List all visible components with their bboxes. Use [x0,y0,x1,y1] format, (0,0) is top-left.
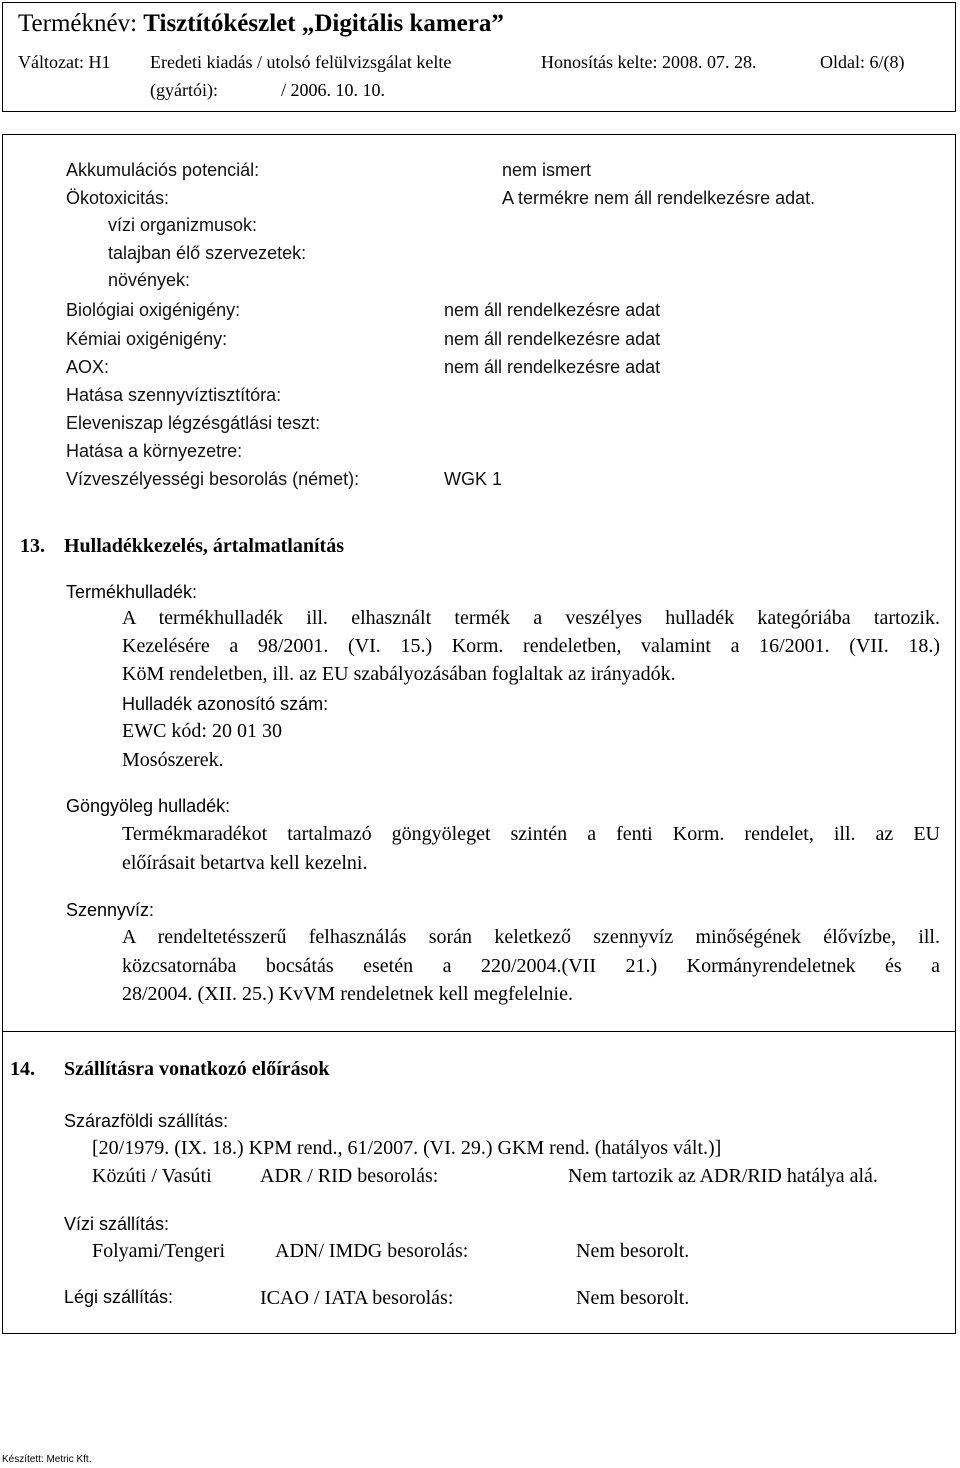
section-13-title: Hulladékkezelés, ártalmatlanítás [64,535,344,557]
wastewater-label: Szennyvíz: [66,900,155,920]
packaging-waste-line: Termékmaradékot tartalmazó göngyöleget szintén a fenti Korm. rendelet, ill. az EU [122,823,940,845]
air-transport-label: Légi szállítás: [64,1287,174,1307]
eco-label: Akkumulációs potenciál: [66,160,260,180]
product-waste-line: A termékhulladék ill. elhasznált termék a veszélyes hulladék kategóriába tartozik. [122,607,940,629]
road-rail-label: Közúti / Vasúti [92,1165,212,1187]
eco-label: Kémiai oxigénigény: [66,329,228,349]
version-label: Változat: H1 [18,52,111,72]
issue-date-label-cont: (gyártói): [150,80,218,100]
packaging-waste-line: előírásait betartva kell kezelni. [122,852,368,874]
section-divider [2,1031,956,1032]
eco-label: AOX: [66,357,110,377]
wastewater-line: 28/2004. (XII. 25.) KvVM rendeletnek kell megfelelnie. [122,983,573,1005]
product-waste-line: Kezelésére a 98/2001. (VI. 15.) Korm. rendeletben, valamint a 16/2001. (VII. 18.) [122,635,940,657]
product-waste-label: Termékhulladék: [66,582,198,602]
ewc-code: EWC kód: 20 01 30 [122,720,282,742]
wastewater-line: közcsatornába bocsátás esetén a 220/2004.(VII 21.) Kormányrendeletnek és a [122,955,940,977]
icao-iata-value: Nem besorolt. [576,1287,690,1309]
eco-value: WGK 1 [444,469,503,489]
eco-label: Hatása szennyvíztisztítóra: [66,385,282,405]
eco-label: Biológiai oxigénigény: [66,300,241,320]
adn-imdg-label: ADN/ IMDG besorolás: [275,1240,469,1262]
water-transport-type: Folyami/Tengeri [92,1240,226,1262]
wastewater-line: A rendeltetésszerű felhasználás során keletkező szennyvíz minőségének élővízbe, ill. [122,926,940,948]
ewc-description: Mosószerek. [122,749,224,771]
eco-sublabel: növények: [108,270,191,290]
section-14-title: Szállításra vonatkozó előírások [64,1058,330,1080]
water-transport-label: Vízi szállítás: [64,1214,170,1234]
eco-label: Vízveszélyességi besorolás (német): [66,469,360,489]
eco-sublabel: talajban élő szervezetek: [108,243,307,263]
footer-prepared-by: Készített: Metric Kft. [2,1454,92,1465]
product-name: Tisztítókészlet „Digitális kamera” [143,10,504,37]
land-transport-regulations: [20/1979. (IX. 18.) KPM rend., 61/2007. (VI. 29.) GKM rend. (hatályos vált.)] [92,1137,722,1159]
eco-value: nem áll rendelkezésre adat [444,357,661,377]
adr-rid-label: ADR / RID besorolás: [260,1165,439,1187]
validation-date: Honosítás kelte: 2008. 07. 28. [541,52,757,72]
eco-sublabel: vízi organizmusok: [108,215,258,235]
eco-label: Hatása a környezetre: [66,441,243,461]
land-transport-label: Szárazföldi szállítás: [64,1111,229,1131]
adr-rid-value: Nem tartozik az ADR/RID hatálya alá. [568,1165,878,1187]
product-waste-line: KöM rendeletben, ill. az EU szabályozásában foglaltak az irányadók. [122,663,676,685]
packaging-waste-label: Göngyöleg hulladék: [66,796,231,816]
eco-label: Ökotoxicitás: [66,188,170,208]
title-prefix: Terméknév: [18,10,138,37]
eco-value: nem áll rendelkezésre adat [444,300,661,320]
icao-iata-label: ICAO / IATA besorolás: [260,1287,454,1309]
section-13-number: 13. [20,535,45,557]
issue-date: / 2006. 10. 10. [281,80,386,100]
issue-date-label: Eredeti kiadás / utolsó felülvizsgálat kelte [150,52,452,72]
eco-value: nem ismert [502,160,592,180]
adn-imdg-value: Nem besorolt. [576,1240,690,1262]
waste-id-label: Hulladék azonosító szám: [122,694,329,714]
eco-value: nem áll rendelkezésre adat [444,329,661,349]
eco-value: A termékre nem áll rendelkezésre adat. [502,188,816,208]
page-number: Oldal: 6/(8) [820,52,905,72]
eco-label: Eleveniszap légzésgátlási teszt: [66,413,321,433]
document-title [18,10,504,38]
section-14-number: 14. [10,1058,35,1080]
